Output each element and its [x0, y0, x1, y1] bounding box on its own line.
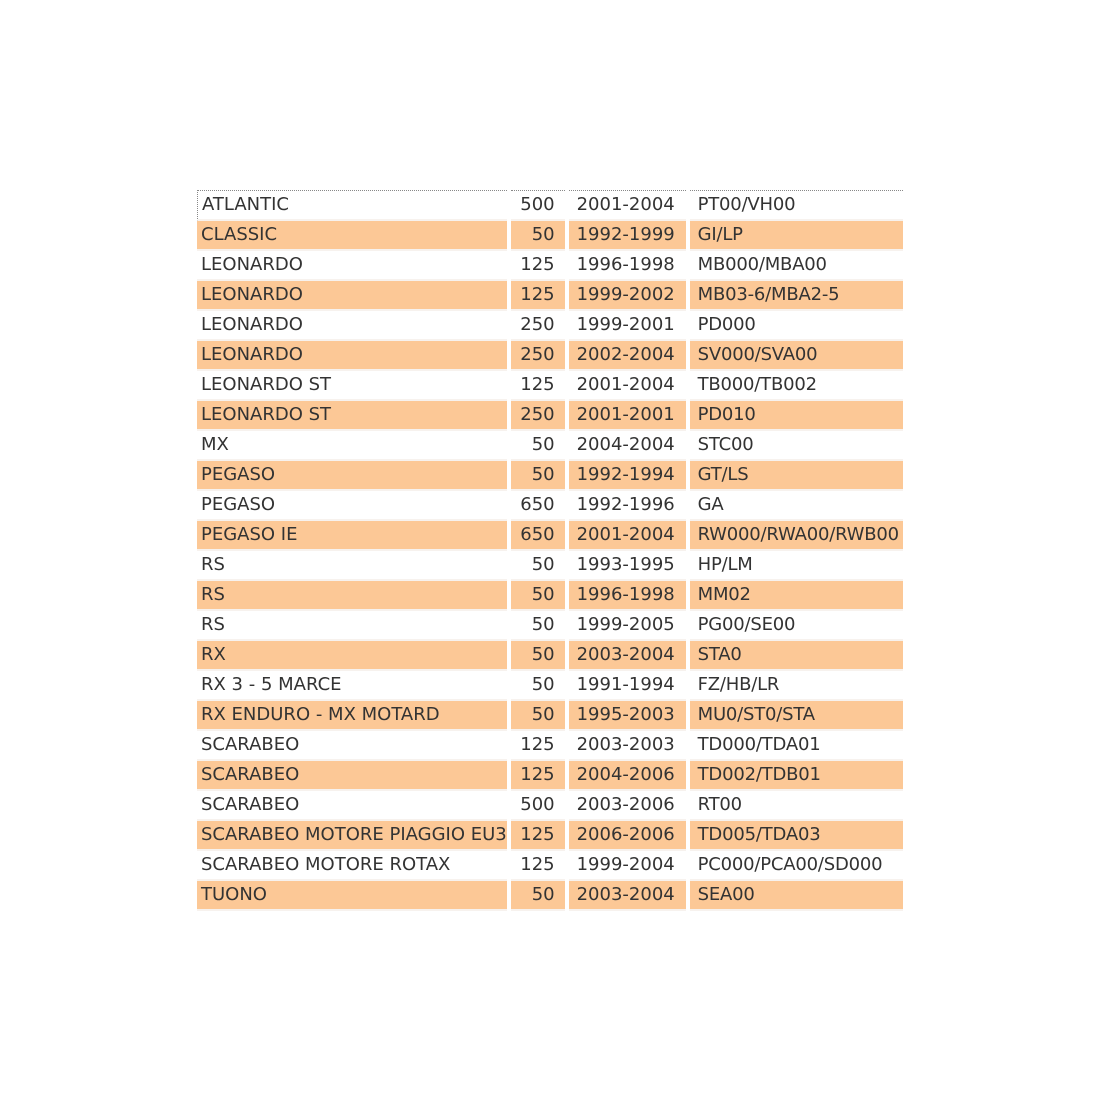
table-row [197, 761, 903, 791]
years-cell: 1992-1996 [569, 491, 686, 521]
displacement-cell: 50 [511, 701, 565, 731]
years-cell: 2003-2004 [569, 641, 686, 671]
frame-code-cell: GT/LS [690, 461, 903, 491]
model-cell: SCARABEO MOTORE PIAGGIO EU3 [197, 821, 507, 851]
model-cell: SCARABEO [197, 731, 507, 761]
displacement-cell: 50 [511, 221, 565, 251]
frame-code-cell: MM02 [690, 581, 903, 611]
model-cell: LEONARDO [197, 341, 507, 371]
model-cell: LEONARDO [197, 281, 507, 311]
table-row [197, 851, 903, 881]
displacement-cell: 650 [511, 521, 565, 551]
displacement-cell: 125 [511, 761, 565, 791]
years-cell: 2001-2004 [569, 521, 686, 551]
frame-code-cell: MB03-6/MBA2-5 [690, 281, 903, 311]
table-row [197, 731, 903, 761]
table-row [197, 641, 903, 671]
displacement-cell: 125 [511, 731, 565, 761]
model-cell: LEONARDO ST [197, 371, 507, 401]
model-cell: TUONO [197, 881, 507, 911]
table-row [197, 431, 903, 461]
model-cell: RX ENDURO - MX MOTARD [197, 701, 507, 731]
frame-code-cell: GA [690, 491, 903, 521]
frame-code-cell: TD002/TDB01 [690, 761, 903, 791]
displacement-cell: 125 [511, 371, 565, 401]
model-cell: PEGASO IE [197, 521, 507, 551]
frame-code-cell: MB000/MBA00 [690, 251, 903, 281]
years-cell: 2003-2004 [569, 881, 686, 911]
model-cell: PEGASO [197, 491, 507, 521]
years-cell: 1999-2005 [569, 611, 686, 641]
table-row [197, 701, 903, 731]
years-cell: 1992-1994 [569, 461, 686, 491]
frame-code-cell: TD005/TDA03 [690, 821, 903, 851]
years-cell: 1999-2001 [569, 311, 686, 341]
displacement-cell: 125 [511, 851, 565, 881]
model-cell: RS [197, 611, 507, 641]
model-cell: ATLANTIC [197, 190, 507, 221]
model-cell: SCARABEO [197, 791, 507, 821]
frame-code-cell: MU0/ST0/STA [690, 701, 903, 731]
displacement-cell: 650 [511, 491, 565, 521]
frame-code-cell: TD000/TDA01 [690, 731, 903, 761]
table-row [197, 521, 903, 551]
table-row [197, 371, 903, 401]
frame-code-cell: HP/LM [690, 551, 903, 581]
model-cell: SCARABEO MOTORE ROTAX [197, 851, 507, 881]
model-cell: RS [197, 581, 507, 611]
model-cell: SCARABEO [197, 761, 507, 791]
table-row [197, 311, 903, 341]
displacement-cell: 50 [511, 461, 565, 491]
displacement-cell: 50 [511, 431, 565, 461]
displacement-cell: 50 [511, 671, 565, 701]
years-cell: 2002-2004 [569, 341, 686, 371]
frame-code-cell: FZ/HB/LR [690, 671, 903, 701]
table-row [197, 221, 903, 251]
displacement-cell: 50 [511, 641, 565, 671]
table-row [197, 551, 903, 581]
years-cell: 1992-1999 [569, 221, 686, 251]
model-cell: LEONARDO [197, 311, 507, 341]
frame-code-cell: PG00/SE00 [690, 611, 903, 641]
frame-code-cell: STA0 [690, 641, 903, 671]
table-row [197, 190, 903, 221]
years-cell: 1996-1998 [569, 251, 686, 281]
model-cell: LEONARDO [197, 251, 507, 281]
frame-code-cell: PD010 [690, 401, 903, 431]
displacement-cell: 500 [511, 791, 565, 821]
years-cell: 1995-2003 [569, 701, 686, 731]
years-cell: 2006-2006 [569, 821, 686, 851]
years-cell: 1999-2004 [569, 851, 686, 881]
model-cell: RX 3 - 5 MARCE [197, 671, 507, 701]
displacement-cell: 50 [511, 611, 565, 641]
model-cell: RX [197, 641, 507, 671]
table-row [197, 341, 903, 371]
years-cell: 2001-2004 [569, 190, 686, 221]
displacement-cell: 50 [511, 881, 565, 911]
frame-code-cell: RW000/RWA00/RWB00 [690, 521, 903, 551]
table-row [197, 671, 903, 701]
displacement-cell: 500 [511, 190, 565, 221]
years-cell: 1991-1994 [569, 671, 686, 701]
displacement-cell: 125 [511, 281, 565, 311]
table-row [197, 281, 903, 311]
years-cell: 1999-2002 [569, 281, 686, 311]
displacement-cell: 125 [511, 821, 565, 851]
table-row [197, 491, 903, 521]
displacement-cell: 50 [511, 551, 565, 581]
displacement-cell: 50 [511, 581, 565, 611]
model-cell: RS [197, 551, 507, 581]
table-row [197, 881, 903, 911]
compatibility-table [193, 190, 907, 911]
frame-code-cell: SEA00 [690, 881, 903, 911]
model-cell: PEGASO [197, 461, 507, 491]
years-cell: 2001-2004 [569, 371, 686, 401]
years-cell: 2004-2006 [569, 761, 686, 791]
frame-code-cell: GI/LP [690, 221, 903, 251]
displacement-cell: 250 [511, 341, 565, 371]
model-cell: LEONARDO ST [197, 401, 507, 431]
model-cell: CLASSIC [197, 221, 507, 251]
frame-code-cell: SV000/SVA00 [690, 341, 903, 371]
table-row [197, 791, 903, 821]
years-cell: 2003-2006 [569, 791, 686, 821]
table-row [197, 401, 903, 431]
table-row [197, 461, 903, 491]
frame-code-cell: PT00/VH00 [690, 190, 903, 221]
frame-code-cell: PD000 [690, 311, 903, 341]
table-row [197, 251, 903, 281]
frame-code-cell: STC00 [690, 431, 903, 461]
years-cell: 2004-2004 [569, 431, 686, 461]
displacement-cell: 250 [511, 401, 565, 431]
table-row [197, 611, 903, 641]
years-cell: 1993-1995 [569, 551, 686, 581]
frame-code-cell: RT00 [690, 791, 903, 821]
displacement-cell: 250 [511, 311, 565, 341]
compatibility-table-container [197, 190, 907, 911]
table-row [197, 821, 903, 851]
frame-code-cell: TB000/TB002 [690, 371, 903, 401]
years-cell: 2003-2003 [569, 731, 686, 761]
table-row [197, 581, 903, 611]
frame-code-cell: PC000/PCA00/SD000 [690, 851, 903, 881]
displacement-cell: 125 [511, 251, 565, 281]
years-cell: 2001-2001 [569, 401, 686, 431]
model-cell: MX [197, 431, 507, 461]
table-body [197, 190, 903, 911]
years-cell: 1996-1998 [569, 581, 686, 611]
